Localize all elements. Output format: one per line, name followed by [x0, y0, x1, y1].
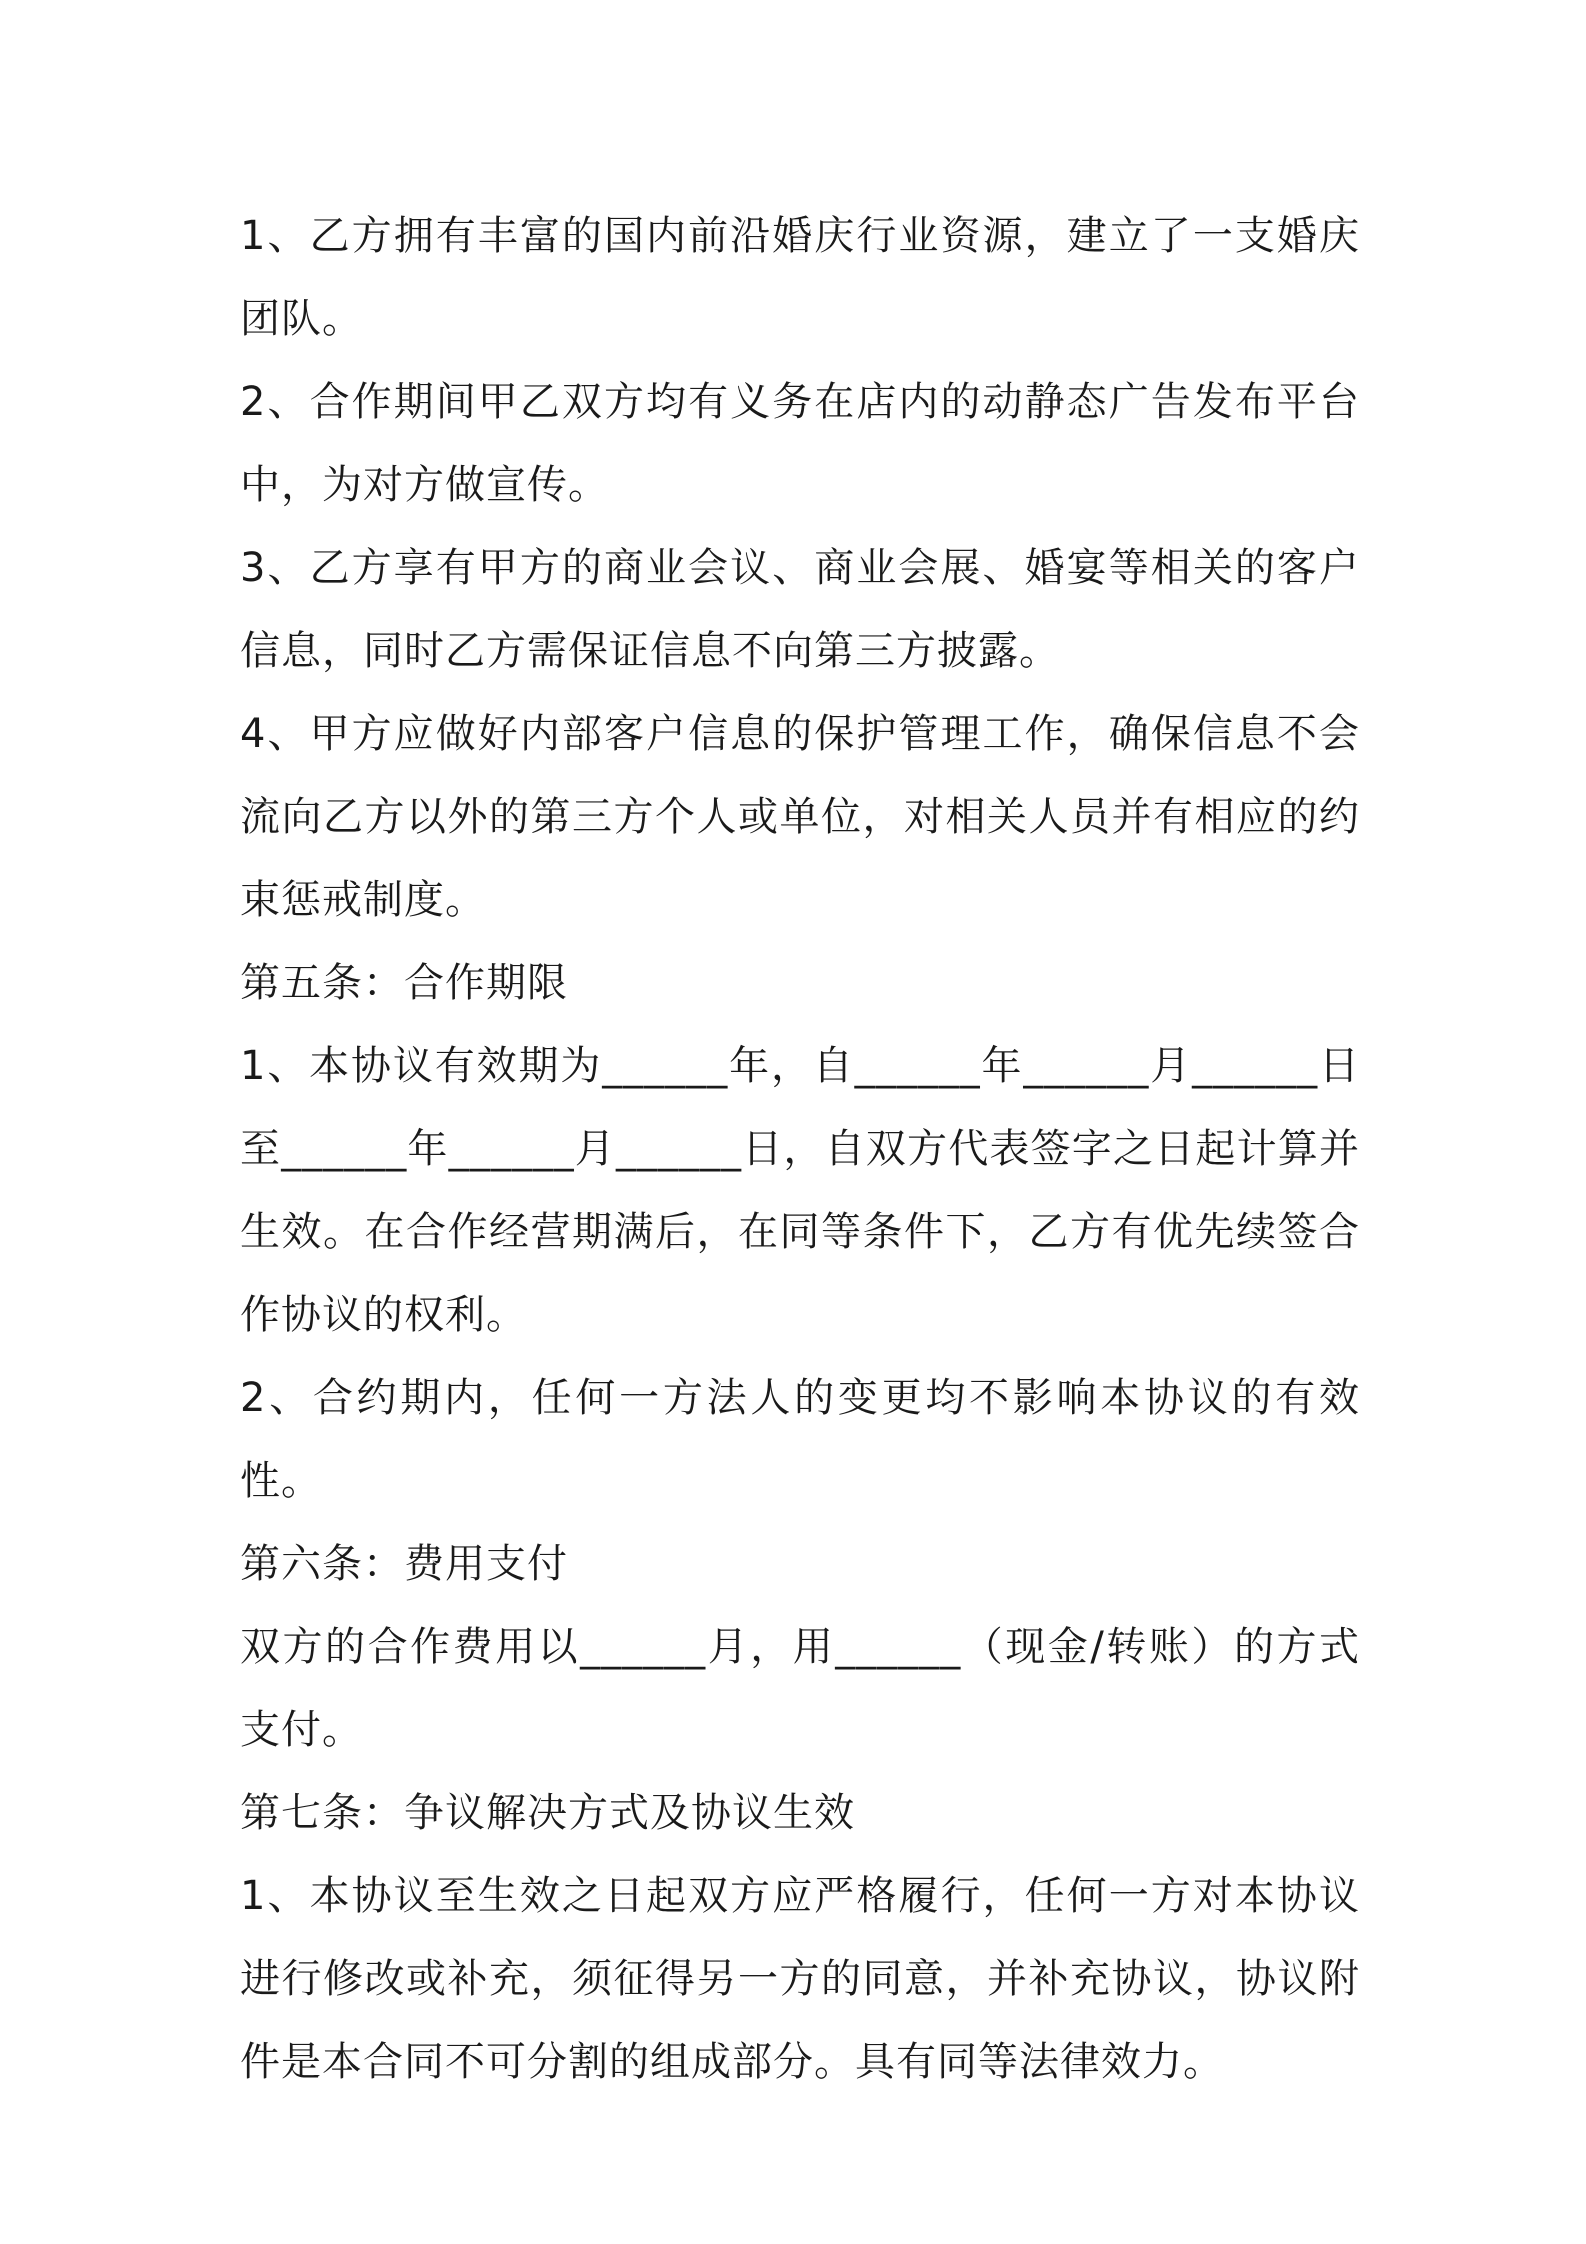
clause-6-heading: 第六条：费用支付 [240, 1541, 568, 1587]
clause-4-item-3: 3、乙方享有甲方的商业会议、商业会展、婚宴等相关的客户信息，同时乙方需保证信息不向第三方披露。 [240, 545, 1360, 674]
clause-7-item-1: 1、本协议至生效之日起双方应严格履行，任何一方对本协议进行修改或补充，须征得另一方的同意，并补充协议，协议附件是本合同不可分割的组成部分。具有同等法律效力。 [240, 1873, 1360, 2085]
clause-5-item-1: 1、本协议有效期为______年，自______年______月______日至______年______月______日，自双方代表签字之日起计算并生效。在合作经营期满后，在同等条件下，乙方有优先续签合作协议的权利。 [240, 1043, 1360, 1338]
clause-4-item-1: 1、乙方拥有丰富的国内前沿婚庆行业资源，建立了一支婚庆团队。 [240, 213, 1360, 342]
clause-4-item-4: 4、甲方应做好内部客户信息的保护管理工作，确保信息不会流向乙方以外的第三方个人或单位，对相关人员并有相应的约束惩戒制度。 [240, 711, 1360, 923]
clause-7-heading: 第七条：争议解决方式及协议生效 [240, 1790, 855, 1836]
clause-6-body: 双方的合作费用以______月，用______（现金/转账）的方式支付。 [240, 1624, 1360, 1753]
clause-4-item-2: 2、合作期间甲乙双方均有义务在店内的动静态广告发布平台中，为对方做宣传。 [240, 379, 1360, 508]
clause-5-heading: 第五条：合作期限 [240, 960, 568, 1006]
document-body [240, 195, 1360, 2104]
clause-5-item-2: 2、合约期内，任何一方法人的变更均不影响本协议的有效性。 [240, 1375, 1360, 1504]
